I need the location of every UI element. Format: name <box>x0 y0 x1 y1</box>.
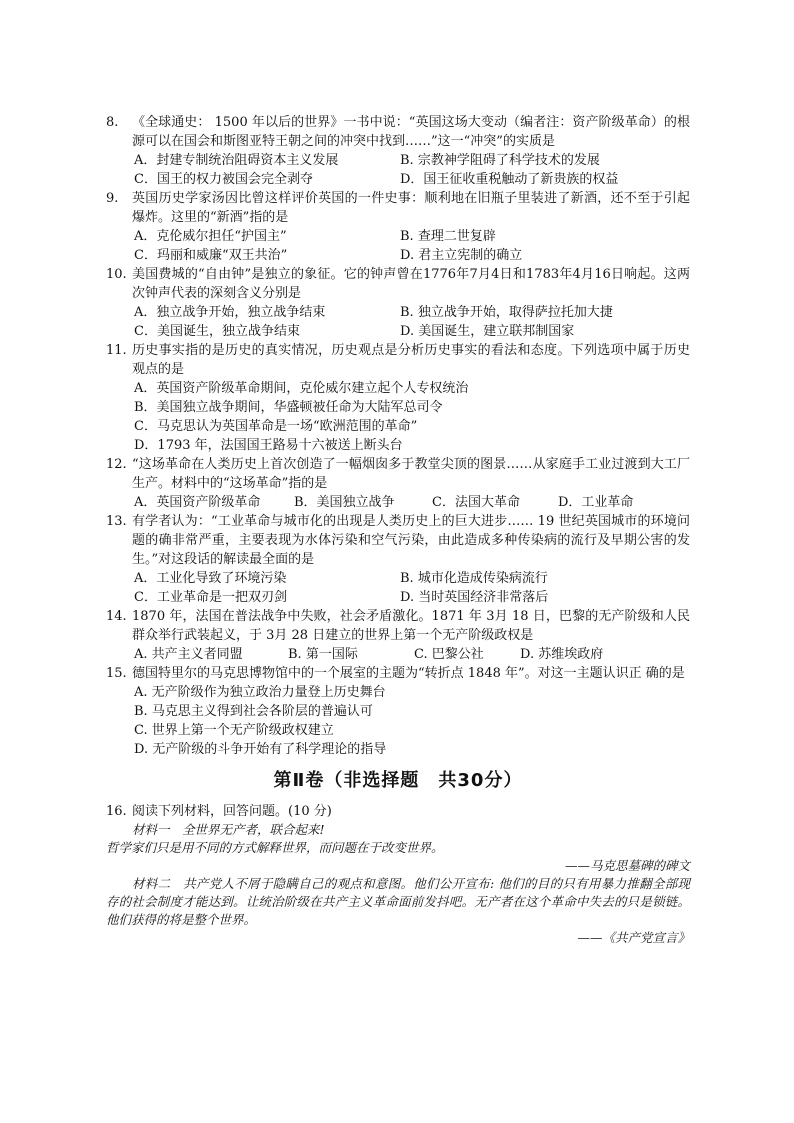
question-14 <box>106 607 690 664</box>
option-a: A. 共产主义者同盟 <box>134 647 243 662</box>
question-13 <box>106 512 690 607</box>
option-d: D. 君主立宪制的确立 <box>400 248 523 263</box>
question-stem: 德国特里尔的马克思博物馆中的一个展室的主题为“转折点 1848 年”。对这一主题认识正 确的是 <box>132 666 685 681</box>
exam-page <box>106 113 690 947</box>
option-d: D. 当时英国经济非常落后 <box>400 590 549 605</box>
option-a: A. 无产阶级作为独立政治力量登上历史舞台 <box>134 685 386 700</box>
option-d: D. 苏维埃政府 <box>520 647 604 662</box>
options <box>134 569 690 607</box>
question-instruction: 阅读下列材料，回答问题。(10 分) <box>132 804 332 819</box>
material-2 <box>106 875 690 947</box>
material-1 <box>106 821 690 875</box>
options <box>134 303 690 341</box>
question-stem: 美国费城的“自由钟”是独立的象征。它的钟声曾在1776年7月4日和1783年4月16日响起。这两次钟声代表的深刻含义分别是 <box>132 267 690 301</box>
option-c: C．马克思认为英国革命是一场“欧洲范围的革命” <box>134 419 418 434</box>
option-c: C. 世界上第一个无产阶级政权建立 <box>134 723 334 738</box>
question-8 <box>106 113 690 189</box>
option-c: C．工业革命是一把双刃剑 <box>134 590 287 605</box>
option-d: D. 无产阶级的斗争开始有了科学理论的指导 <box>134 742 387 757</box>
options <box>134 227 690 265</box>
question-number: 15. <box>106 666 127 681</box>
question-stem: 有学者认为：“工业革命与城市化的出现是人类历史上的巨大进步…… 19 世纪英国城市的环境问题的确非常严重，主要表现为水体污染和空气污染，由此造成多种传染病的流行及早期公害的发生。”对这段话的解读最全面的是 <box>132 514 690 567</box>
option-a: A．封建专制统治阻碍资本主义发展 <box>134 153 339 168</box>
material-2-text: 材料二 共产党人不屑于隐瞒自己的观点和意图。他们公开宣布: 他们的目的只有用暴力推翻全部现存的社会制度才能达到。让统治阶级在共产主义革命面前发抖吧。无产者在这个革命中失去的只是锁链。他们获得的将是整个世界。 <box>106 876 690 927</box>
options <box>134 379 690 455</box>
question-number: 8. <box>106 115 119 130</box>
option-d: D. 美国诞生，建立联邦制国家 <box>400 324 575 339</box>
option-b: B. 马克思主义得到社会各阶层的普遍认可 <box>134 704 373 719</box>
question-15 <box>106 664 690 759</box>
question-number: 14. <box>106 609 127 624</box>
option-a: A．英国资产阶级革命期间，克伦威尔建立起个人专权统治 <box>134 381 469 396</box>
question-stem: 1870 年，法国在普法战争中失败，社会矛盾激化。1871 年 3月 18 日，巴黎的无产阶级和人民群众举行武装起义，于 3月 28 日建立的世界上第一个无产阶级政权是 <box>132 609 690 643</box>
question-11 <box>106 341 690 455</box>
option-b: B. 查理二世复辟 <box>400 229 496 244</box>
question-number: 9. <box>106 191 119 206</box>
option-c: C．法国大革命 <box>432 495 520 510</box>
question-stem: 《全球通史： 1500 年以后的世界》一书中说：“英国这场大变动（编者注：资产阶级革命）的根源可以在国会和斯图亚特王朝之间的冲突中找到……”这一“冲突”的实质是 <box>132 115 690 149</box>
option-b: B. 第一国际 <box>288 647 358 662</box>
option-a: A．英国资产阶级革命 <box>134 495 261 510</box>
question-number: 11. <box>106 343 127 358</box>
option-c: C．美国诞生，独立战争结束 <box>134 324 300 339</box>
option-c: C．国王的权力被国会完全剥夺 <box>134 172 313 187</box>
question-stem: 历史事实指的是历史的真实情况，历史观点是分析历史事实的看法和态度。下列选项中属于历史观点的是 <box>132 343 690 377</box>
option-b: B．美国独立战争期间，华盛顿被任命为大陆军总司令 <box>134 400 443 415</box>
question-stem: 英国历史学家汤因比曾这样评价英国的一件史事：顺利地在旧瓶子里装进了新酒，还不至于引起爆炸。这里的“新酒”指的是 <box>132 191 690 225</box>
options <box>134 151 690 189</box>
option-c: C. 巴黎公社 <box>414 647 484 662</box>
options <box>134 493 690 512</box>
options <box>134 645 690 664</box>
option-b: B. 独立战争开始，取得萨拉托加大捷 <box>400 305 613 320</box>
question-16 <box>106 802 690 947</box>
question-12 <box>106 455 690 512</box>
question-number: 12. <box>106 457 127 472</box>
option-d: D．国王征收重税触动了新贵族的权益 <box>400 172 619 187</box>
question-9 <box>106 189 690 265</box>
question-number: 10. <box>106 267 127 282</box>
option-d: D．1793 年，法国国王路易十六被送上断头台 <box>134 438 403 453</box>
material-1-source: ——马克思墓碑的碑文 <box>564 858 690 873</box>
option-a: A．克伦威尔担任“护国主” <box>134 229 287 244</box>
option-a: A．独立战争开始，独立战争结束 <box>134 305 326 320</box>
options <box>134 683 690 759</box>
question-number: 13. <box>106 514 127 529</box>
option-d: D．工业革命 <box>558 495 634 510</box>
option-b: B. 城市化造成传染病流行 <box>400 571 548 586</box>
option-c: C．玛丽和威廉“双王共治” <box>134 248 288 263</box>
option-b: B. 宗教神学阻碍了科学技术的发展 <box>400 153 600 168</box>
question-stem: “这场革命在人类历史上首次创造了一幅烟囱多于教堂尖顶的图景……从家庭手工业过渡到大工厂生产。材料中的“这场革命”指的是 <box>132 457 690 491</box>
section-title: 第Ⅱ卷（非选择题 共30分） <box>273 770 523 791</box>
question-number: 16. <box>106 804 127 819</box>
option-b: B．美国独立战争 <box>294 495 395 510</box>
question-10 <box>106 265 690 341</box>
material-1-line-1: 材料一 全世界无产者，联合起来! <box>132 822 325 837</box>
option-a: A．工业化导致了环境污染 <box>134 571 287 586</box>
material-1-line-2: 哲学家们只是用不同的方式解释世界，而问题在于改变世界。 <box>106 840 444 855</box>
material-2-source: ——《共产党宣言》 <box>577 930 690 945</box>
